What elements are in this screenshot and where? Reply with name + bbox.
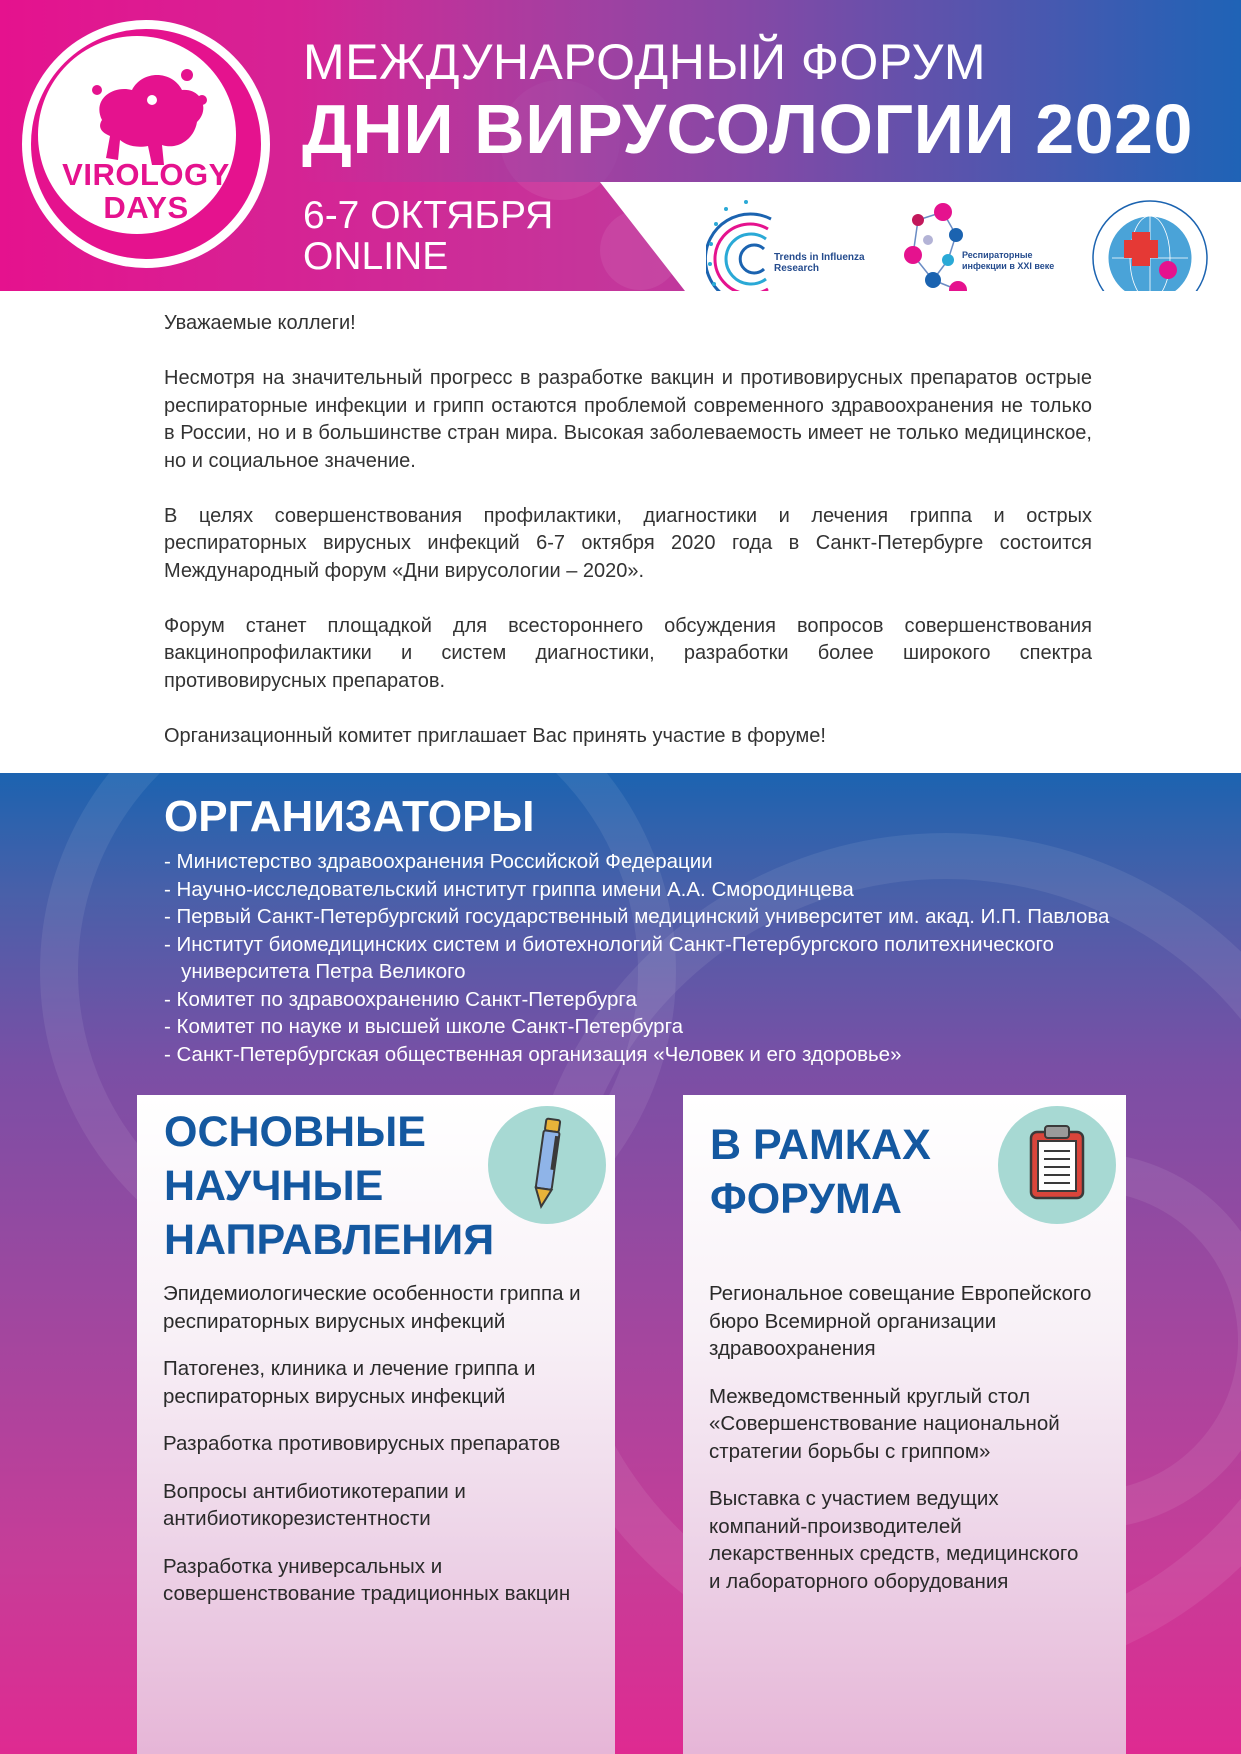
lower-section (0, 773, 1241, 1754)
intro-letter (164, 310, 1092, 778)
forum-date: 6-7 ОКТЯБРЯ (303, 194, 554, 237)
logo-line-1: VIROLOGY (62, 157, 230, 192)
partner-2-name (962, 250, 1062, 272)
direction-item: Вопросы антибиотикотерапии и антибиотикорезистентности (163, 1479, 466, 1530)
organizer-item: - Комитет по науке и высшей школе Санкт-Петербурга (164, 1015, 684, 1038)
intro-paragraph-2: В целях совершенствования профилактики, диагностики и лечения гриппа и острых респираторных вирусных инфекций 6-7 октября 2020 года в Санкт-Петербурге состоится Международный форум «Дни вирусологии – 2020». (164, 504, 1092, 582)
direction-item: Патогенез, клиника и лечение гриппа и респираторных вирусных инфекций (163, 1357, 536, 1408)
organizer-item: - Научно-исследовательский институт гриппа имени А.А. Смородинцева (164, 877, 854, 901)
intro-greeting: Уважаемые коллеги! (164, 312, 356, 334)
forum-event-item: Выставка с участием ведущих компаний-производителей лекарственных средств, медицинского и лабораторного оборудования (709, 1487, 1079, 1593)
partner-1-line-1: Trends in Influenza (774, 252, 865, 263)
partner-1-name (774, 252, 874, 274)
organizer-item: - Санкт-Петербургская общественная организация «Человек и его здоровье» (164, 1042, 902, 1066)
forum-title: ДНИ ВИРУСОЛОГИИ 2020 (302, 90, 1193, 168)
organizers-title: ОРГАНИЗАТОРЫ (164, 792, 535, 841)
forum-event-item: Межведомственный круглый стол «Совершенствование национальной стратегии борьбы с гриппом» (709, 1384, 1060, 1463)
forum-format: ONLINE (303, 235, 449, 278)
molecule-logo (898, 200, 968, 291)
forum-events-list (709, 1280, 1094, 1615)
directions-title-line-2: НАУЧНЫЕ (164, 1162, 384, 1210)
forum-title-line-1: В РАМКАХ (710, 1121, 931, 1169)
partner-2-line-1: Респираторные (962, 250, 1033, 260)
virus-mascot-icon (82, 60, 212, 170)
organizer-item: - Министерство здравоохранения Российской Федерации (164, 850, 713, 873)
partner-2-line-2: инфекции в XXI веке (962, 261, 1055, 271)
scientific-directions-card (137, 1095, 615, 1754)
partner-1-line-2: Research (774, 263, 820, 274)
forum-title (710, 1118, 931, 1226)
organizer-item: - Комитет по здравоохранению Санкт-Петербурга (164, 987, 637, 1011)
flu-institute-logo (1090, 198, 1210, 291)
intro-paragraph-3: Форум станет площадкой для всестороннего обсуждения вопросов совершенствования вакцинопрофилактики и систем диагностики, разработки более широкого спектра противовирусных препаратов. (164, 614, 1092, 692)
header (0, 0, 1241, 291)
forum-events-card (683, 1095, 1126, 1754)
direction-item: Разработка противовирусных препаратов (163, 1432, 561, 1455)
forum-dates (303, 195, 553, 277)
directions-title-line-1: ОСНОВНЫЕ (164, 1108, 426, 1156)
trends-influenza-logo (706, 194, 776, 291)
intro-paragraph-1: Несмотря на значительный прогресс в разработке вакцин и противовирусных препаратов острые респираторные инфекции и грипп остаются проблемой современного здравоохранения не только в России, но и в большинстве стран мира. Высокая заболеваемость имеет не только медицинское, но и социальное значение. (164, 367, 1092, 472)
pen-icon (488, 1106, 606, 1224)
forum-title-line-2: ФОРУМА (710, 1175, 902, 1223)
forum-event-item: Региональное совещание Европейского бюро Всемирной организации здравоохранения (709, 1282, 1092, 1360)
directions-title (164, 1105, 494, 1267)
directions-title-line-3: НАПРАВЛЕНИЯ (164, 1216, 495, 1264)
organizer-item: - Институт биомедицинских систем и биотехнологий Санкт-Петербургского политехнического (164, 932, 1054, 956)
organizers-list (164, 848, 1109, 1068)
logo-line-2: DAYS (103, 190, 189, 225)
organizer-item: - Первый Санкт-Петербургский государственный медицинский университет им. акад. И.П. Павлова (164, 905, 1110, 928)
intro-closing: Организационный комитет приглашает Вас принять участие в форуме! (164, 724, 826, 747)
virology-days-logo (22, 20, 270, 268)
directions-list (163, 1280, 583, 1628)
direction-item: Разработка универсальных и совершенствование традиционных вакцин (163, 1554, 571, 1605)
direction-item: Эпидемиологические особенности гриппа и респираторных вирусных инфекций (163, 1282, 581, 1333)
forum-subtitle: МЕЖДУНАРОДНЫЙ ФОРУМ (303, 34, 986, 90)
clipboard-icon (998, 1106, 1116, 1224)
organizer-item-continued: университета Петра Великого (164, 960, 466, 983)
